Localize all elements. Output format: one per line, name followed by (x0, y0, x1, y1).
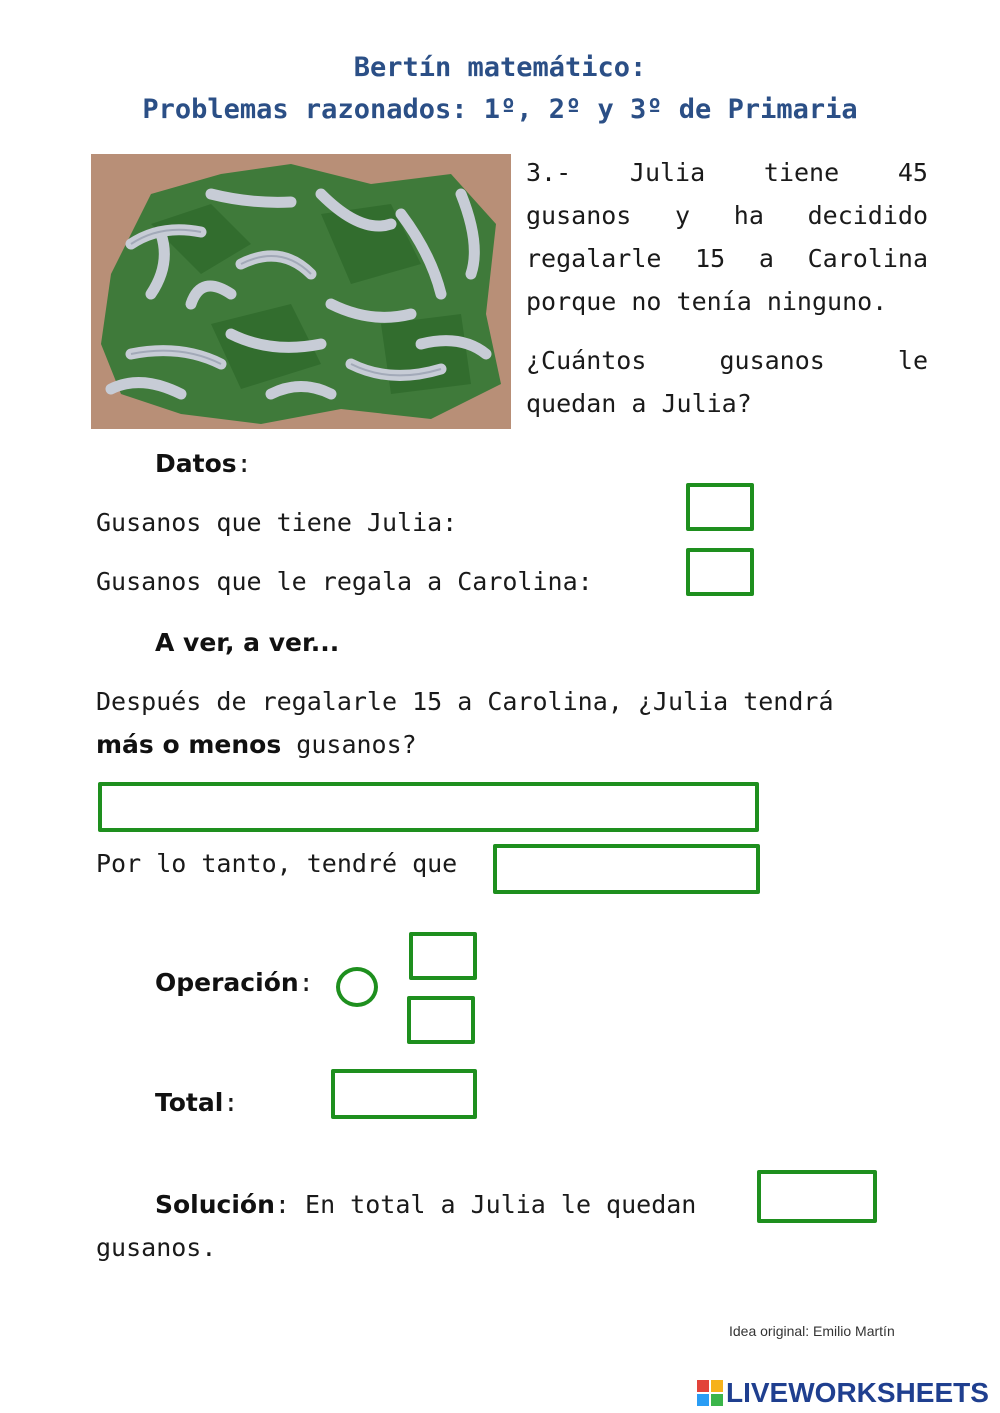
datos-row2-label: Gusanos que le regala a Carolina: (96, 567, 593, 596)
operand-1-input[interactable] (409, 932, 477, 980)
mas-o-menos-input[interactable] (98, 782, 759, 832)
solucion-line (155, 1190, 696, 1219)
solucion-heading: Solución (155, 1190, 275, 1219)
problem-line-1: 3.- Julia tiene 45 (526, 158, 928, 187)
solucion-text: : En total a Julia le quedan (274, 1190, 697, 1219)
datos-row1-label: Gusanos que tiene Julia: (96, 508, 458, 537)
total-heading-label: Total (155, 1088, 224, 1117)
datos-colon: : (236, 449, 252, 478)
aver-question-line1: Después de regalarle 15 a Carolina, ¿Julia tendrá (96, 687, 834, 716)
datos-heading (155, 449, 252, 478)
problem-line-4: porque no tenía ninguno. (526, 287, 888, 316)
datos-heading-label: Datos (155, 449, 237, 478)
aver-question-rest: gusanos? (281, 730, 417, 759)
total-input[interactable] (331, 1069, 477, 1119)
question-line-1: ¿Cuántos gusanos le (526, 346, 928, 375)
problem-line-3: regalarle 15 a Carolina (526, 244, 928, 273)
solucion-line-2: gusanos. (96, 1233, 217, 1262)
credit-text: Idea original: Emilio Martín (729, 1323, 895, 1339)
operacion-colon: : (298, 968, 314, 997)
question-line-2: quedan a Julia? (526, 389, 752, 418)
operand-2-input[interactable] (407, 996, 475, 1044)
gusanos-regala-input[interactable] (686, 548, 754, 596)
total-heading (155, 1088, 238, 1117)
gusanos-julia-input[interactable] (686, 483, 754, 531)
therefore-input[interactable] (493, 844, 760, 894)
title-line-1: Bertín matemático: (353, 52, 647, 83)
operation-sign-input[interactable] (336, 967, 378, 1007)
operacion-heading (155, 968, 314, 997)
problem-line-2: gusanos y ha decidido (526, 201, 928, 230)
silkworm-photo (91, 154, 511, 429)
liveworksheets-icon (697, 1380, 723, 1406)
liveworksheets-brand: LIVEWORKSHEETS (726, 1377, 989, 1408)
liveworksheets-logo (697, 1377, 989, 1409)
aver-heading: A ver, a ver... (155, 628, 340, 657)
operacion-heading-label: Operación (155, 968, 299, 997)
aver-question-line2 (96, 730, 417, 759)
title-line-2: Problemas razonados: 1º, 2º y 3º de Primaria (142, 94, 858, 125)
therefore-label: Por lo tanto, tendré que (96, 849, 458, 878)
total-colon: : (223, 1088, 239, 1117)
mas-o-menos-text: más o menos (96, 730, 282, 759)
solucion-input[interactable] (757, 1170, 877, 1223)
